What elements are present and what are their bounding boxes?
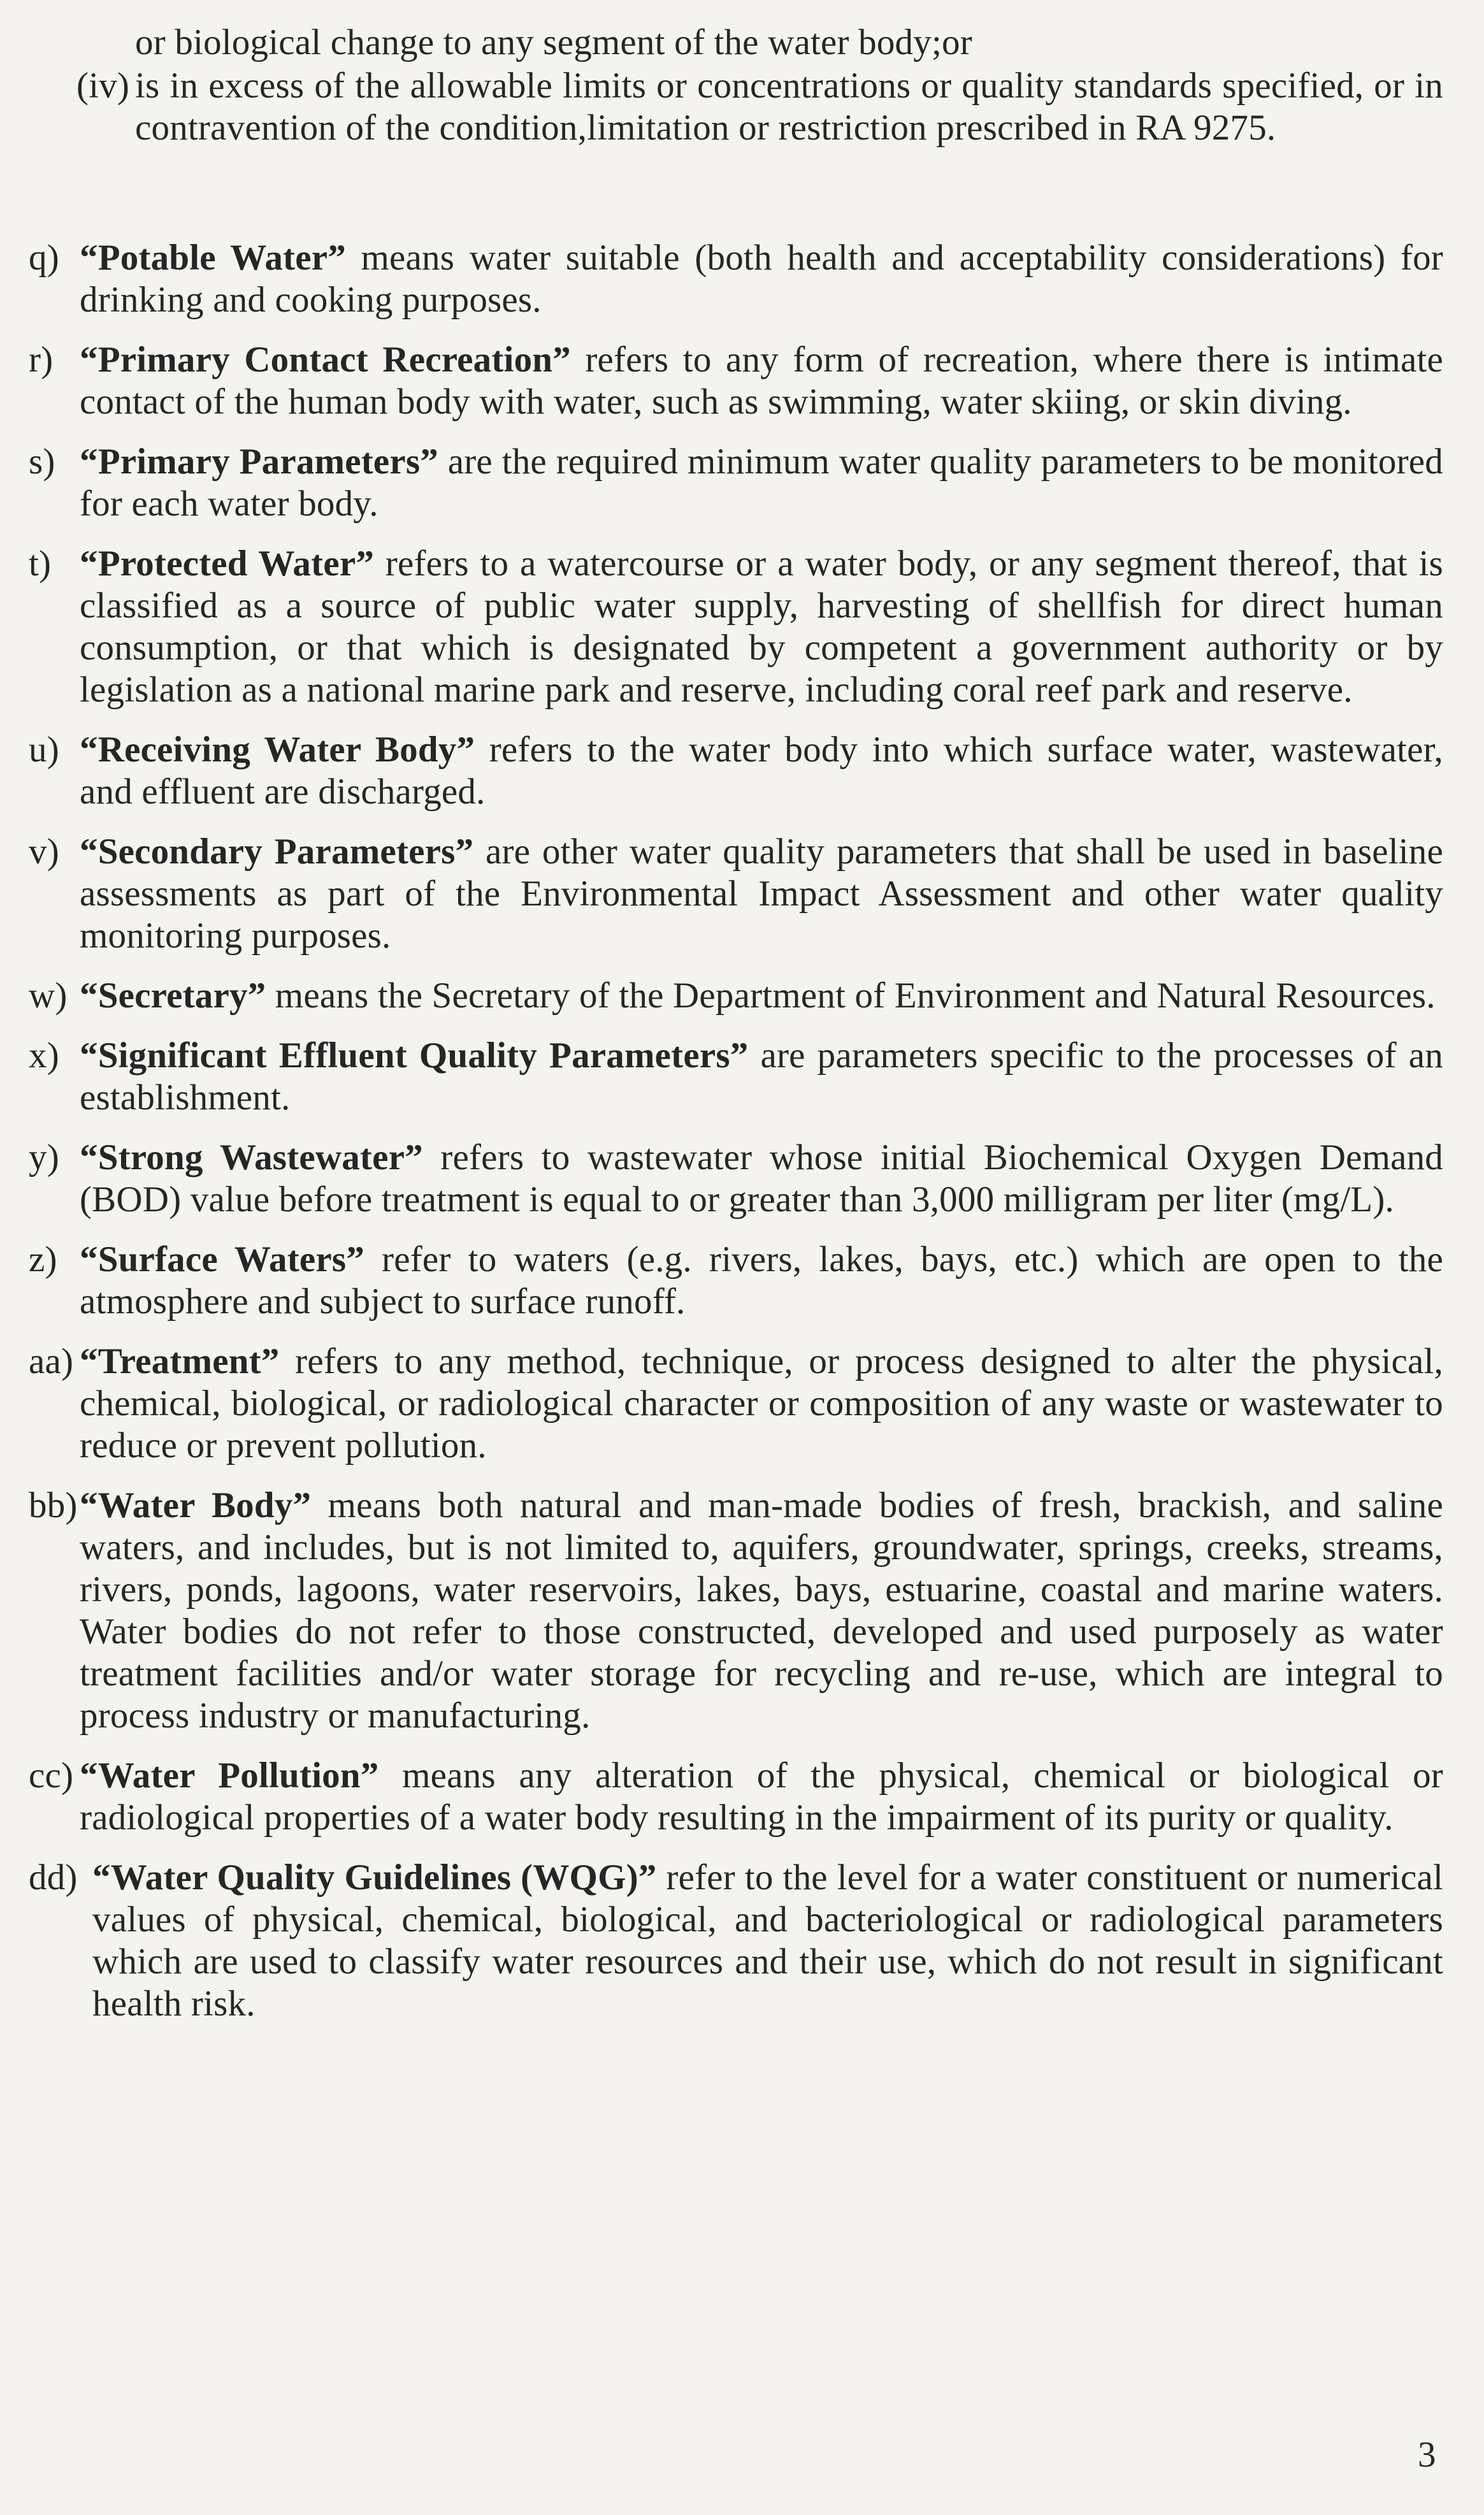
definition-term: “Significant Effluent Quality Parameters”: [80, 1035, 749, 1076]
page-number: 3: [1418, 2435, 1436, 2475]
definition-item-q: [29, 237, 1443, 321]
definition-marker: r): [29, 340, 54, 380]
definition-marker: x): [29, 1035, 59, 1076]
definition-term: “Treatment”: [80, 1341, 280, 1381]
definition-marker: t): [29, 544, 52, 584]
definition-text: refers to any method, technique, or process designed to alter the physical, chemical, biological, or radiological character or composition of any waste or wastewater to reduce or prevent pollution.: [80, 1341, 1443, 1466]
definition-text: means water suitable (both health and acceptability considerations) for drinking and cooking purposes.: [80, 238, 1443, 320]
definition-text: means any alteration of the physical, chemical or biological or radiological properties of a water body resulting in the impairment of its purity or quality.: [80, 1755, 1443, 1838]
definition-marker: cc): [29, 1755, 74, 1796]
definition-item-y: [29, 1137, 1443, 1221]
roman-list-item-iv: [76, 65, 1443, 149]
definition-item-u: [29, 729, 1443, 813]
definition-text: refers to any form of recreation, where there is intimate contact of the human body with water, such as swimming, water skiing, or skin diving.: [80, 340, 1443, 422]
definition-term: “Strong Wastewater”: [80, 1137, 423, 1178]
definition-item-aa: [29, 1341, 1443, 1467]
definition-marker: v): [29, 832, 59, 872]
definition-item-r: [29, 339, 1443, 423]
definition-marker: bb): [29, 1485, 78, 1525]
definition-term: “Protected Water”: [80, 544, 375, 584]
definition-text: refers to the water body into which surface water, wastewater, and effluent are discharged.: [80, 730, 1443, 812]
definition-term: “Potable Water”: [80, 238, 346, 278]
definition-term: “Receiving Water Body”: [80, 730, 475, 770]
definition-marker: q): [29, 238, 59, 278]
definition-marker: s): [29, 442, 55, 482]
definition-marker: z): [29, 1239, 57, 1279]
definition-term: “Water Pollution”: [80, 1755, 379, 1796]
definition-term: “Primary Parameters”: [80, 442, 438, 482]
definition-text: means the Secretary of the Department of Environment and Natural Resources.: [266, 976, 1436, 1016]
definition-item-dd: [29, 1857, 1443, 2025]
definition-marker: u): [29, 730, 59, 770]
definition-marker: dd): [29, 1857, 78, 1898]
definition-item-s: [29, 441, 1443, 525]
definition-item-z: [29, 1239, 1443, 1323]
definition-text: means both natural and man-made bodies of fresh, brackish, and saline waters, and includes, but is not limited to, aquifers, groundwater, springs, creeks, streams, rivers, ponds, lagoons, water reservoirs, lakes, bays, estuarine, coastal and marine waters. Water bodies do not refer to those constructed, developed and used purposely as water treatment facilities and/or water storage for recycling and re-use, which are integral to process industry or manufacturing.: [80, 1485, 1444, 1736]
definition-item-x: [29, 1035, 1443, 1119]
definitions-list: [29, 237, 1443, 2043]
definition-text: are other water quality parameters that shall be used in baseline assessments as part of the Environmental Impact Assessment and other water quality monitoring purposes.: [80, 832, 1443, 956]
definition-term: “Water Body”: [80, 1485, 312, 1525]
definition-term: “Secretary”: [80, 976, 266, 1016]
definition-text: refers to a watercourse or a water body, or any segment thereof, that is classified as a source of public water supply, harvesting of shellfish for direct human consumption, or that which is designated by competent a government authority or by legislation as a national marine park and reserve, including coral reef park and reserve.: [80, 544, 1443, 710]
definition-marker: aa): [29, 1341, 74, 1381]
definition-marker: y): [29, 1137, 59, 1178]
definition-text: refers to wastewater whose initial Biochemical Oxygen Demand (BOD) value before treatment is equal to or greater than 3,000 milligram per liter (mg/L).: [80, 1137, 1444, 1220]
definition-text: are the required minimum water quality parameters to be monitored for each water body.: [80, 442, 1443, 524]
definition-term: “Surface Waters”: [80, 1239, 364, 1279]
definition-text: are parameters specific to the processes of an establishment.: [80, 1035, 1443, 1118]
definition-item-t: [29, 543, 1443, 711]
roman-marker: (iv): [76, 66, 130, 106]
definition-text: refer to waters (e.g. rivers, lakes, bays, etc.) which are open to the atmosphere and subject to surface runoff.: [80, 1239, 1443, 1322]
definition-marker: w): [29, 976, 68, 1016]
roman-item-text: is in excess of the allowable limits or concentrations or quality standards specified, or in contravention of the condition,limitation or restriction prescribed in RA 9275.: [135, 66, 1443, 148]
definition-text: refer to the level for a water constituent or numerical values of physical, chemical, biological, and bacteriological or radiological parameters which are used to classify water resources and their use, which do not result in significant health risk.: [92, 1857, 1443, 2024]
definition-term: “Primary Contact Recreation”: [80, 340, 571, 380]
continuation-line: or biological change to any segment of the water body;or: [135, 22, 972, 62]
definition-item-w: [29, 975, 1443, 1017]
definition-term: “Water Quality Guidelines (WQG)”: [92, 1857, 657, 1898]
definition-term: “Secondary Parameters”: [80, 832, 474, 872]
definition-item-cc: [29, 1755, 1443, 1839]
definition-item-v: [29, 831, 1443, 957]
definition-item-bb: [29, 1485, 1443, 1737]
